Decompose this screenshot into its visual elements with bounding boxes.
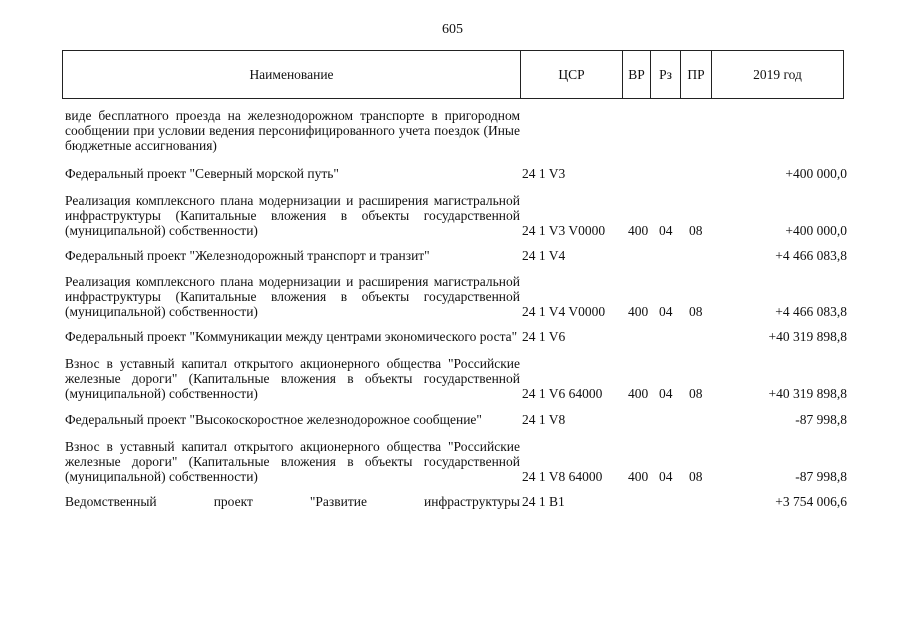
row-csr: 24 1 V4 V0000 (522, 304, 606, 319)
row-name: Взнос в уставный капитал открытого акционерного общества "Российские железные дороги" (Капитальные вложения в объекты государственной (муниципальной) собственности) (65, 356, 520, 401)
row-amount: -87 998,8 (795, 412, 847, 427)
row-csr: 24 1 V6 (522, 329, 566, 344)
table-row (0, 248, 905, 263)
row-pr: 08 (689, 304, 703, 319)
table-row (0, 439, 905, 484)
row-amount: -87 998,8 (795, 469, 847, 484)
table-row (0, 494, 905, 509)
row-rz: 04 (659, 386, 673, 401)
row-name: виде бесплатного проезда на железнодорожном транспорте в пригородном сообщении при условии ведения персонифицированного учета поездок (Иные бюджетные ассигнования) (65, 108, 520, 153)
row-csr: 24 1 V3 (522, 166, 566, 181)
table-row (0, 166, 905, 181)
header-csr: ЦСР (520, 51, 622, 98)
row-amount: +3 754 006,6 (775, 494, 847, 509)
row-rz: 04 (659, 223, 673, 238)
header-vr: ВР (622, 51, 650, 98)
row-pr: 08 (689, 223, 703, 238)
row-csr: 24 1 B1 (522, 494, 565, 509)
table-row (0, 193, 905, 238)
row-csr: 24 1 V3 V0000 (522, 223, 606, 238)
row-name: Реализация комплексного плана модернизации и расширения магистральной инфраструктуры (Капитальные вложения в объекты государственной (муниципальной) собственности) (65, 274, 520, 319)
header-rz: Рз (650, 51, 680, 98)
table-body (0, 108, 905, 515)
row-vr: 400 (628, 223, 649, 238)
row-pr: 08 (689, 469, 703, 484)
table-row (0, 329, 905, 344)
row-vr: 400 (628, 386, 649, 401)
row-rz: 04 (659, 469, 673, 484)
row-amount: +40 319 898,8 (768, 386, 847, 401)
row-amount: +4 466 083,8 (775, 248, 847, 263)
header-name: Наименование (249, 66, 334, 82)
row-vr: 400 (628, 469, 649, 484)
row-name: Федеральный проект "Железнодорожный транспорт и транзит" (65, 248, 430, 263)
row-name: Взнос в уставный капитал открытого акционерного общества "Российские железные дороги" (Капитальные вложения в объекты государственной (муниципальной) собственности) (65, 439, 520, 484)
row-name: Федеральный проект "Северный морской путь" (65, 166, 339, 181)
table-row (0, 274, 905, 319)
row-csr: 24 1 V8 (522, 412, 566, 427)
table-header (62, 50, 844, 99)
header-pr: ПР (680, 51, 711, 98)
row-amount: +400 000,0 (785, 223, 847, 238)
row-vr: 400 (628, 304, 649, 319)
row-csr: 24 1 V8 64000 (522, 469, 603, 484)
row-name: Ведомственный проект "Развитие инфраструктуры (65, 494, 520, 509)
row-name: Федеральный проект "Коммуникации между центрами экономического роста" (65, 329, 518, 344)
table-row (0, 412, 905, 427)
page-number: 605 (442, 22, 463, 37)
table-row (0, 356, 905, 401)
row-amount: +40 319 898,8 (768, 329, 847, 344)
table-row (0, 108, 905, 153)
row-pr: 08 (689, 386, 703, 401)
row-name: Федеральный проект "Высокоскоростное железнодорожное сообщение" (65, 412, 482, 427)
header-year: 2019 год (711, 51, 843, 98)
row-csr: 24 1 V4 (522, 248, 566, 263)
row-amount: +400 000,0 (785, 166, 847, 181)
row-rz: 04 (659, 304, 673, 319)
row-name: Реализация комплексного плана модернизации и расширения магистральной инфраструктуры (Капитальные вложения в объекты государственной (муниципальной) собственности) (65, 193, 520, 238)
row-csr: 24 1 V6 64000 (522, 386, 603, 401)
row-amount: +4 466 083,8 (775, 304, 847, 319)
